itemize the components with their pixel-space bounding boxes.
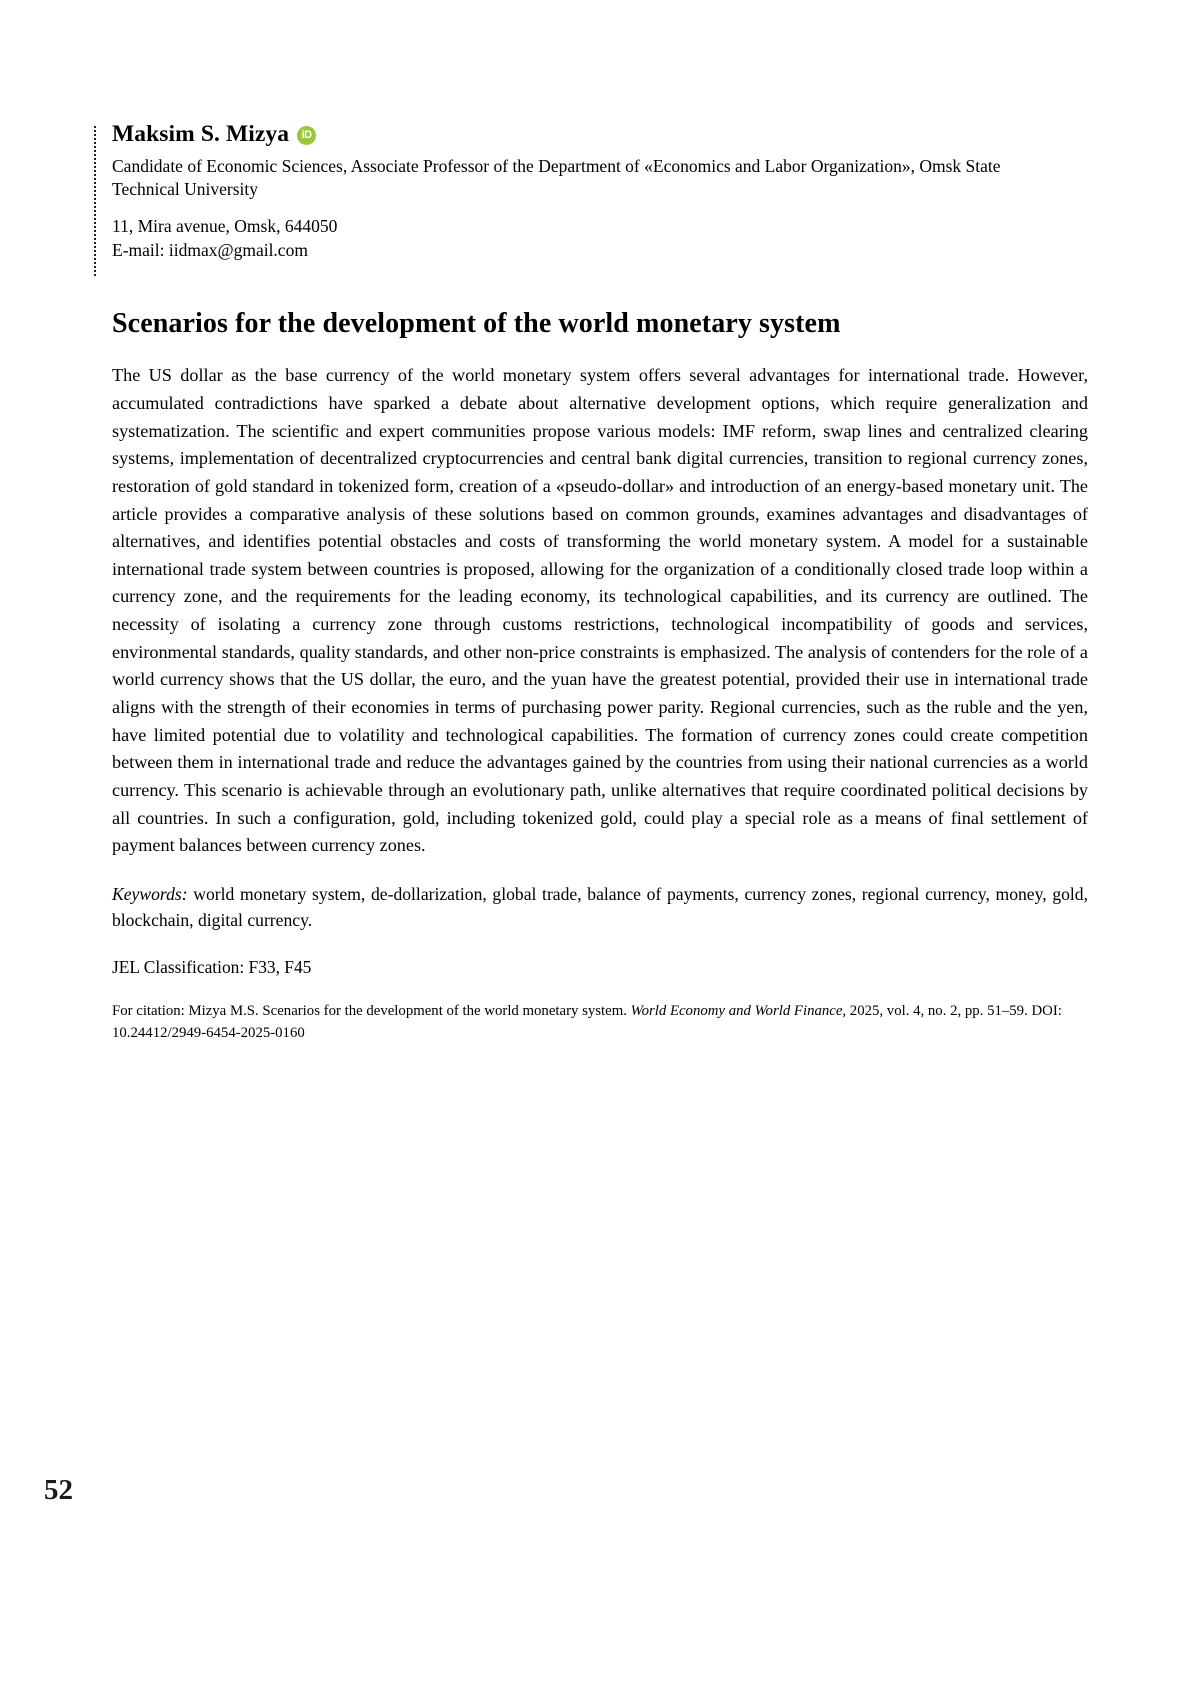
article-title: Scenarios for the development of the world monetary system <box>112 307 841 339</box>
keywords-label: Keywords: <box>112 884 188 905</box>
citation-journal: World Economy and World Finance, <box>630 1003 847 1020</box>
citation-suffix: 2025, vol. 4, no. 2, pp. 51–59. DOI: 10.24412/2949-6454-2025-0160 <box>112 1003 1062 1041</box>
author-side-rule <box>94 126 96 276</box>
orcid-icon[interactable]: iD <box>297 126 316 145</box>
keywords <box>112 882 1088 933</box>
page-number: 52 <box>44 1474 73 1506</box>
author-name <box>112 122 1088 148</box>
jel-classification: JEL Classification: F33, F45 <box>112 957 312 978</box>
page-content <box>112 122 1088 1044</box>
author-name-text: Maksim S. Mizya <box>112 121 290 147</box>
author-affiliation: Candidate of Economic Sciences, Associate Professor of the Department of «Economics and Labor Organization», Omsk State Technical University <box>112 155 1001 200</box>
citation-block <box>112 1001 1088 1044</box>
keywords-list: world monetary system, de-dollarization, global trade, balance of payments, currency zones, regional currency, money, gold, blockchain, digital currency. <box>112 884 1088 930</box>
author-block <box>112 122 1088 263</box>
abstract-text: The US dollar as the base currency of the world monetary system offers several advantages for international trade. However, accumulated contradictions have sparked a debate about alternative development options, which require generalization and systematization. The scientific and expert communities propose various models: IMF reform, swap lines and centralized clearing systems, implementation of decentralized cryptocurrencies and central bank digital currencies, transition to regional currency zones, restoration of gold standard in tokenized form, creation of a «pseudo-dollar» and introduction of an energy-based monetary unit. The article provides a comparative analysis of these solutions based on common grounds, examines advantages and disadvantages of alternatives, and identifies potential obstacles and costs of transforming the world monetary system. A model for a sustainable international trade system between countries is proposed, allowing for the organization of a conditionally closed trade loop within a currency zone, and the requirements for the leading economy, its technological capabilities, and its currency are outlined. The necessity of isolating a currency zone through customs restrictions, technological incompatibility of goods and services, environmental standards, quality standards, and other non-price constraints is emphasized. The analysis of contenders for the role of a world currency shows that the US dollar, the euro, and the yuan have the greatest potential, provided their use in international trade aligns with the strength of their economies in terms of purchasing power parity. Regional currencies, such as the ruble and the yen, have limited potential due to volatility and technological capabilities. The formation of currency zones could create competition between them in international trade and reduce the advantages gained by the countries from using their national currencies as a world currency. This scenario is achievable through an evolutionary path, unlike alternatives that require coordinated political decisions by all countries. In such a configuration, gold, including tokenized gold, could play a special role as a means of final settlement of payment balances between currency zones. <box>112 365 1088 856</box>
author-email: E-mail: iidmax@gmail.com <box>112 240 308 260</box>
author-address: 11, Mira avenue, Omsk, 644050 <box>112 216 338 237</box>
citation-prefix: For citation: Mizya M.S. Scenarios for the development of the world monetary system. <box>112 1003 631 1020</box>
